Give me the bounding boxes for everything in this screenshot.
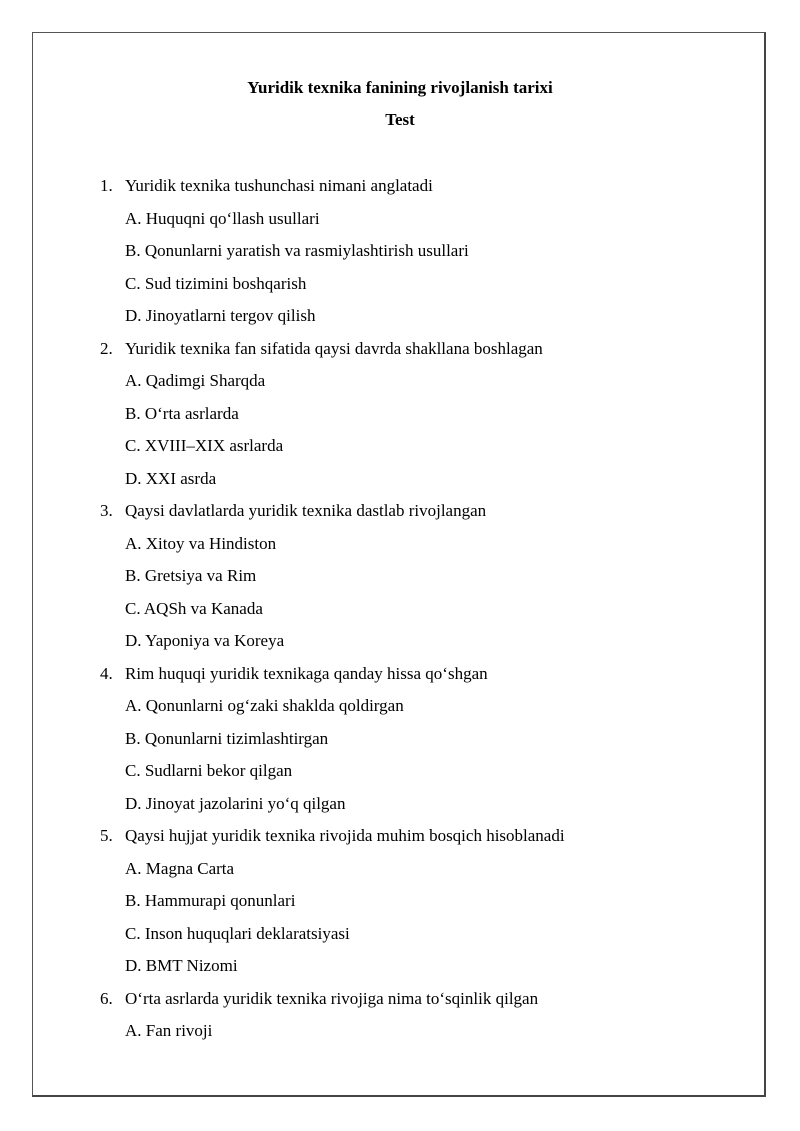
question-6: [0, 985, 800, 1050]
option-text: A. Fan rivoji: [125, 1021, 213, 1040]
question-text: Qaysi davlatlarda yuridik texnika dastlab rivojlangan: [125, 501, 487, 520]
answer-option-d: [0, 302, 800, 335]
question-2: [0, 335, 800, 498]
question-line: [0, 660, 800, 693]
option-text: D. Jinoyat jazolarini yo‘q qilgan: [125, 793, 346, 813]
option-text: C. Sudlarni bekor qilgan: [125, 761, 293, 780]
question-list: [0, 172, 800, 1050]
option-text: A. Xitoy va Hindiston: [125, 533, 277, 553]
question-3: [0, 497, 800, 660]
question-text: Qaysi hujjat yuridik texnika rivojida muhim bosqich hisoblanadi: [125, 826, 565, 845]
option-text: B. Gretsiya va Rim: [125, 566, 257, 585]
answer-option-a: [0, 367, 800, 400]
answer-option-c: [0, 270, 800, 303]
option-text: A. Huquqni qo‘llash usullari: [125, 208, 320, 228]
question-number: 3.: [100, 501, 113, 520]
answer-option-c: [0, 432, 800, 465]
question-text: Yuridik texnika tushunchasi nimani anglatadi: [125, 176, 433, 195]
question-number: 2.: [100, 338, 113, 358]
answer-option-d: [0, 790, 800, 823]
answer-option-b: [0, 562, 800, 595]
question-number: 5.: [100, 826, 113, 845]
question-line: [0, 497, 800, 530]
question-number: 6.: [100, 988, 113, 1008]
document-title: Yuridik texnika fanining rivojlanish tarixi: [247, 78, 553, 97]
option-text: C. AQSh va Kanada: [125, 598, 263, 618]
option-text: C. XVIII–XIX asrlarda: [125, 436, 284, 455]
question-line: [0, 335, 800, 368]
answer-option-a: [0, 1017, 800, 1050]
answer-option-a: [0, 855, 800, 888]
option-text: D. Jinoyatlarni tergov qilish: [125, 306, 316, 325]
answer-option-c: [0, 757, 800, 790]
answer-option-a: [0, 205, 800, 238]
answer-option-d: [0, 465, 800, 498]
question-line: [0, 985, 800, 1018]
answer-option-b: [0, 237, 800, 270]
answer-option-a: [0, 692, 800, 725]
question-text: Rim huquqi yuridik texnikaga qanday hissa qo‘shgan: [125, 663, 488, 683]
option-text: D. BMT Nizomi: [125, 956, 238, 975]
answer-option-b: [0, 887, 800, 920]
option-text: D. Yaponiya va Koreya: [125, 631, 285, 650]
option-text: A. Qadimgi Sharqda: [125, 371, 266, 390]
option-text: C. Sud tizimini boshqarish: [125, 273, 307, 293]
option-text: A. Qonunlarni og‘zaki shaklda qoldirgan: [125, 696, 404, 715]
answer-option-d: [0, 952, 800, 985]
question-1: [0, 172, 800, 335]
answer-option-c: [0, 920, 800, 953]
answer-option-b: [0, 725, 800, 758]
option-text: A. Magna Carta: [125, 858, 235, 878]
answer-option-b: [0, 400, 800, 433]
answer-option-d: [0, 627, 800, 660]
document-subtitle: Test: [385, 110, 415, 129]
answer-option-c: [0, 595, 800, 628]
option-text: D. XXI asrda: [125, 468, 217, 488]
question-line: [0, 822, 800, 855]
option-text: B. Qonunlarni tizimlashtirgan: [125, 728, 329, 748]
option-text: B. O‘rta asrlarda: [125, 403, 239, 423]
question-number: 4.: [100, 663, 113, 683]
question-4: [0, 660, 800, 823]
option-text: B. Qonunlarni yaratish va rasmiylashtirish usullari: [125, 241, 469, 260]
question-5: [0, 822, 800, 985]
option-text: C. Inson huquqlari deklaratsiyasi: [125, 923, 350, 943]
answer-option-a: [0, 530, 800, 563]
question-text: Yuridik texnika fan sifatida qaysi davrda shakllana boshlagan: [125, 338, 543, 358]
question-line: [0, 172, 800, 205]
question-text: O‘rta asrlarda yuridik texnika rivojiga nima to‘sqinlik qilgan: [125, 988, 539, 1008]
option-text: B. Hammurapi qonunlari: [125, 891, 296, 910]
question-number: 1.: [100, 176, 113, 195]
